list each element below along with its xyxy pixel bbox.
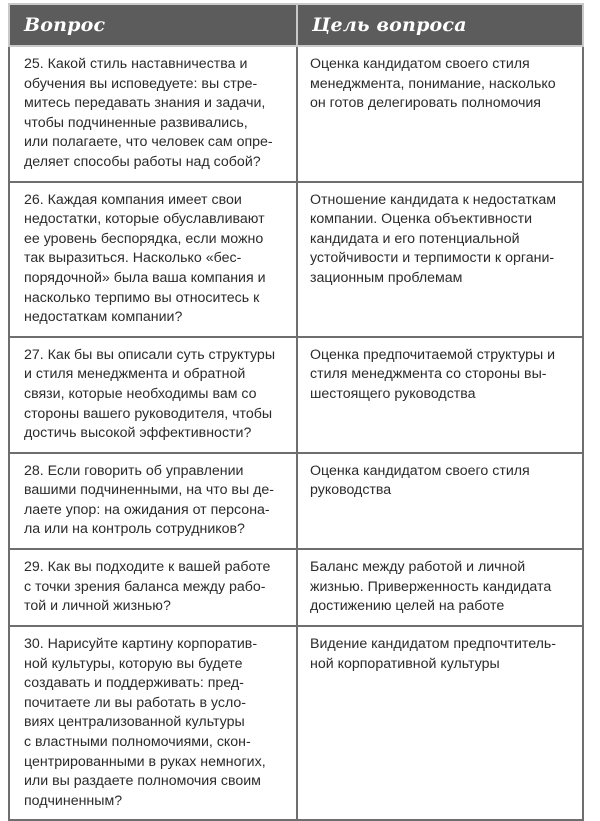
purpose-cell: Баланс между работой и личной жизнью. Приверженность кандидата достижению целей на работе [297,549,583,626]
question-cell: 26. Каждая компания имеет свои недостатки, которые обуславливают ее уровень беспорядка, если можно так выразиться. Насколько «бес- порядочной» была ваша компания и насколько терпимо вы относитесь к недостаткам компании? [9,182,297,337]
table-row [9,626,583,820]
table-row [9,453,583,549]
purpose-cell: Отношение кандидата к недостаткам компании. Оценка объективности кандидата и его потенциальной устойчивости и терпимости к органи- зационным проблемам [297,182,583,337]
interview-questions-table [8,3,584,821]
purpose-cell: Оценка предпочитаемой структуры и стиля менеджмента со стороны вы- шестоящего руководства [297,337,583,453]
purpose-cell: Видение кандидатом предпочтитель- ной корпоративной культуры [297,626,583,820]
table-header-row [9,4,583,46]
question-cell: 29. Как вы подходите к вашей работе с точки зрения баланса между рабо- той и личной жизнью? [9,549,297,626]
table-row [9,337,583,453]
column-header-purpose: Цель вопроса [297,4,583,46]
purpose-cell: Оценка кандидатом своего стиля руководства [297,453,583,549]
question-cell: 28. Если говорить об управлении вашими подчиненными, на что вы де- лаете упор: на ожидания от персона- ла или на контроль сотрудников? [9,453,297,549]
table-row [9,549,583,626]
column-header-question: Вопрос [9,4,297,46]
question-cell: 30. Нарисуйте картину корпоратив- ной культуры, которую вы будете создавать и поддерживать: пред- почитаете ли вы работать в усло- виях централизованной культуры с властными полномочиями, скон- центрированными в руках немногих, или вы раздаете полномочия своим подчиненным? [9,626,297,820]
question-cell: 27. Как бы вы описали суть структуры и стиля менеджмента и обратной связи, которые необходимы вам со стороны вашего руководителя, чтобы достичь высокой эффективности? [9,337,297,453]
table-row [9,182,583,337]
table-row [9,46,583,182]
purpose-cell: Оценка кандидатом своего стиля менеджмента, понимание, насколько он готов делегировать полномочия [297,46,583,182]
question-cell: 25. Какой стиль наставничества и обучения вы исповедуете: вы стре- митесь передавать знания и задачи, чтобы подчиненные развивались, или полагаете, что человек сам опре- деляет способы работы над собой? [9,46,297,182]
